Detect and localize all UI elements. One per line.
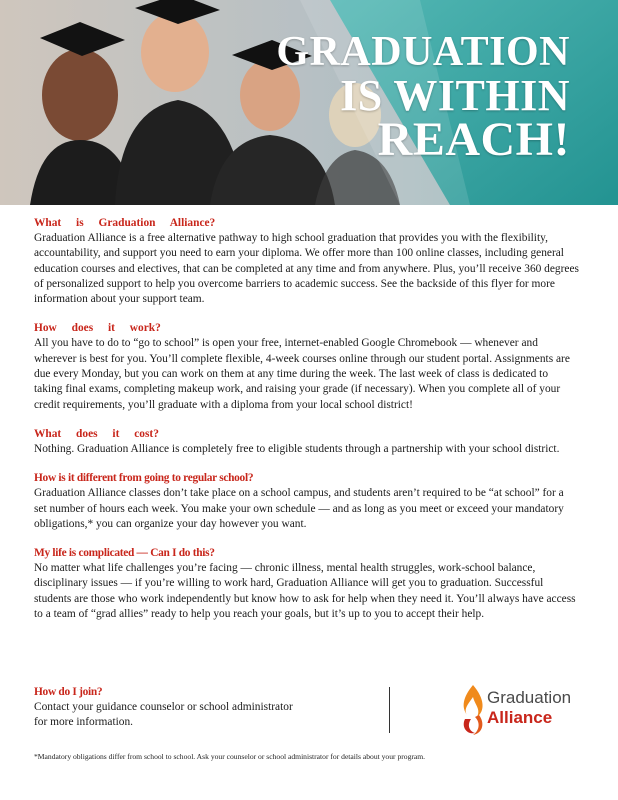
faq-question: How does it work? <box>34 322 161 335</box>
faq-answer: Nothing. Graduation Alliance is completely free to eligible students through a partnership with your school district. <box>34 442 560 455</box>
logo-line2: Alliance <box>487 708 553 727</box>
faq-answer: All you have to do to “go to school” is open your free, internet-enabled Google Chromebook — whenever and wherever is best for you. You’ll complete flexible, 4-week courses online through our student portal. Assignments are due every Monday, but you can work on them at any time during the week. The last week of class is dedicated to taking final exams, completing makeup work, and raising your grade (if necessary). When you complete all of your credit requirements, you’ll graduate with a diploma from your local school district! <box>34 337 570 411</box>
faq-answer: Graduation Alliance classes don’t take place on a school campus, and students aren’t required to be “at school” for a set number of hours each week. You make your own schedule — and as long as you meet or exceed your mandatory obligations,* you can organize your day however you want. <box>34 487 564 530</box>
hero-title <box>276 29 570 166</box>
faq-section-how-it-works <box>34 321 579 412</box>
join-line2: for more information. <box>34 716 134 729</box>
faq-section-complicated <box>34 546 579 622</box>
faq-answer: Graduation Alliance is a free alternative pathway to high school graduation that provides you with the flexibility, accountability, and support you need to earn your diploma. We offer more than 100 online classes, including general education courses and electives, that can be completed at any time and from anywhere. Plus, you’ll receive 360 degrees of personalized support to help you overcome barriers to academic success. See the backside of this flyer for more information about your support team. <box>34 232 579 306</box>
faq-section-what-is <box>34 216 579 307</box>
hero-title-line3: REACH! <box>377 113 570 166</box>
join-line1: Contact your guidance counselor or school administrator <box>34 701 293 713</box>
logo-wordmark <box>487 688 571 728</box>
flame-logo-icon <box>457 683 487 737</box>
hero-banner <box>0 0 618 205</box>
faq-question: What is Graduation Alliance? <box>34 217 216 229</box>
vertical-divider <box>389 687 390 733</box>
graduation-alliance-logo <box>457 683 597 737</box>
faq-content <box>34 216 579 636</box>
faq-question: My life is complicated — Can I do this? <box>34 547 215 560</box>
hero-title-line2: IS WITHIN <box>340 71 570 120</box>
hero-title-line1: GRADUATION <box>276 29 570 75</box>
faq-question: What does it cost? <box>34 427 159 440</box>
faq-question: How is it different from going to regular school? <box>34 472 254 485</box>
logo-line1: Graduation <box>487 688 572 707</box>
join-question: How do I join? <box>34 686 103 698</box>
footnote: *Mandatory obligations differ from school to school. Ask your counselor or school administrator for details about your program. <box>34 752 426 761</box>
faq-section-cost <box>34 427 579 457</box>
join-section <box>34 685 354 731</box>
faq-section-different <box>34 471 579 532</box>
faq-answer: No matter what life challenges you’re facing — chronic illness, mental health struggles, work-school balance, disciplinary issues — if you’re willing to work hard, Graduation Alliance will get you to graduation. Successful students are those who work independently but know how to ask for help when they need it. You’ll always have access to a team of “grad allies” ready to help you reach your goals, but it’s up to you to accept their help. <box>34 562 576 621</box>
